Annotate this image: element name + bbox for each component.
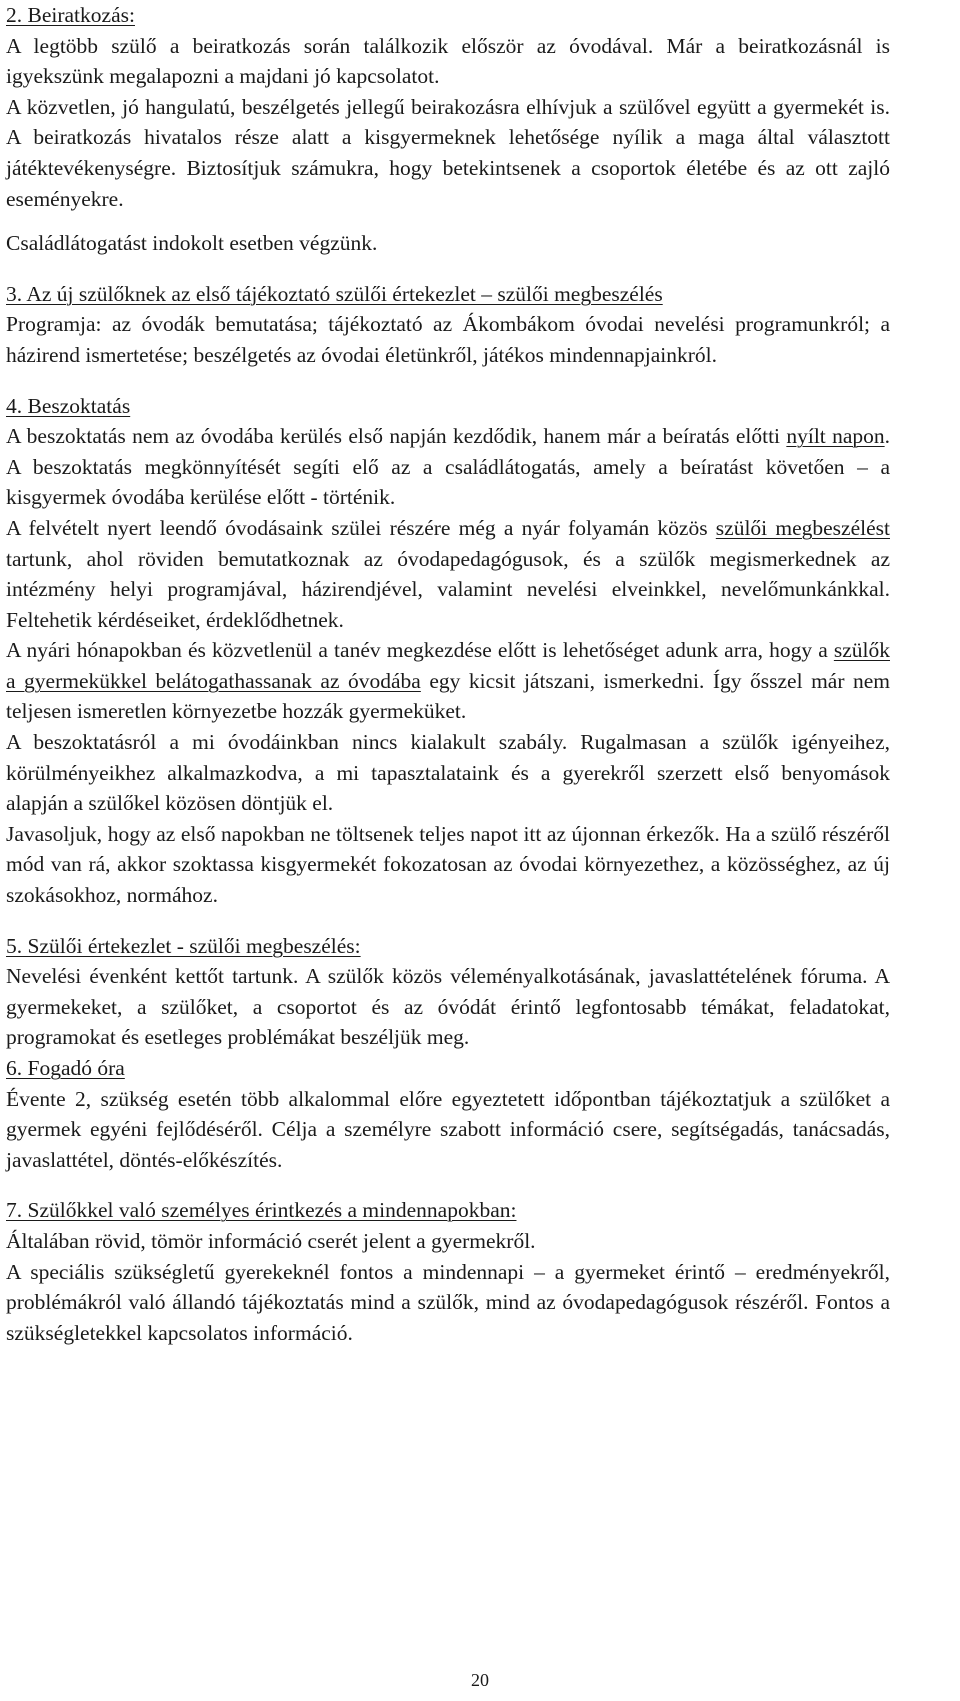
section-2-paragraph-3: Családlátogatást indokolt esetben végzünk. (6, 231, 378, 256)
section-7-paragraph-2: A speciális szükségletű gyerekeknél fontos a mindennapi – a gyermeket érintő – eredményekről, problémákról való állandó tájékoztatás mind a szülők, mind az óvodapedagógusok részéről. Fontos a szükségletekkel kapcsolatos információ. (6, 1259, 890, 1345)
section-4-paragraph-5: Javasoljuk, hogy az első napokban ne töltsenek teljes napot itt az újonnan érkezők. Ha a szülő részéről mód van rá, akkor szoktassa kisgyermekét fokozatosan az óvodai környezethez, a közösséghez, az új szokásokhoz, normához. (6, 821, 890, 908)
section-2-paragraph-1: A legtöbb szülő a beiratkozás során találkozik először az óvodával. Már a beiratkozásnál is igyekszünk megalapozni a majdani jó kapcsolatot. (6, 33, 890, 89)
section-7-paragraph-1: Általában rövid, tömör információ cserét jelent a gyermekről. (6, 1228, 536, 1253)
section-4-paragraph-2: A felvételt nyert leendő óvodásaink szülei részére még a nyár folyamán közös szülői megbeszélést tartunk, ahol röviden bemutatkoznak az óvodapedagógusok, és a szülők megismerkednek az intézmény helyi programjával, házirendjével, valamint nevelési elveinkkel, nevelőmunkánkkal. Feltehetik kérdéseiket, érdeklődhetnek. (6, 515, 890, 632)
page-number: 20 (471, 1670, 489, 1690)
section-7-heading: 7. Szülőkkel való személyes érintkezés a mindennapokban: (6, 1198, 517, 1223)
section-5-paragraph-1: Nevelési évenként kettőt tartunk. A szülők közös véleményalkotásának, javaslattételének fóruma. A gyermekeket, a szülőket, a csoportot és az óvódát érintő legfontosabb témákat, feladatokat, programokat és esetleges problémákat beszéljük meg. (6, 964, 890, 1050)
section-4-paragraph-1: A beszoktatás nem az óvodába kerülés első napján kezdődik, hanem már a beíratás előtti nyílt napon. A beszoktatás megkönnyítését segíti elő az a családlátogatás, amely a beíratást követően – a kisgyermek óvodába kerülése előtt - történik. (6, 424, 890, 510)
section-5-heading: 5. Szülői értekezlet - szülői megbeszélés: (6, 933, 361, 958)
section-4-paragraph-3: A nyári hónapokban és közvetlenül a tanév megkezdése előtt is lehetőséget adunk arra, hogy a szülők a gyermekükkel belátogathassanak az óvodába egy kicsit játszani, ismerkedni. Így ősszel már nem teljesen ismeretlen környezetbe hozzák gyermeküket. (6, 638, 891, 724)
section-6-heading: 6. Fogadó óra (6, 1056, 125, 1080)
section-2-heading: 2. Beiratkozás: (6, 3, 135, 27)
section-4-paragraph-4: A beszoktatásról a mi óvodáinkban nincs kialakult szabály. Rugalmasan a szülők igényeihez, körülményeikhez alkalmazkodva, a mi tapasztalataink és a gyerekről szerzett első benyomások alapján a szülőkel közösen döntjük el. (6, 730, 890, 816)
section-3-heading: 3. Az új szülőknek az első tájékoztató szülői értekezlet – szülői megbeszélés (6, 281, 663, 306)
section-6-paragraph-1: Évente 2, szükség esetén több alkalommal előre egyeztetett időpontban tájékoztatjuk a szülőket a gyermek egyéni fejlődéséről. Célja a személyre szabott információ csere, segítségadás, tanácsadás, javaslattétel, döntés-előkészítés. (6, 1086, 890, 1172)
section-3-paragraph-1: Programja: az óvodák bemutatása; tájékoztató az Ákombákom óvodai nevelési programunkról; a házirend ismertetése; beszélgetés az óvodai életünkről, játékos mindennapjainkról. (6, 312, 890, 367)
document-page (6, 0, 890, 1348)
section-4-heading: 4. Beszoktatás (6, 393, 131, 418)
section-2-paragraph-2: A közvetlen, jó hangulatú, beszélgetés jellegű beirakozásra elhívjuk a szülővel együtt a gyermekét is. A beiratkozás hivatalos része alatt a kisgyermeknek lehetősége nyílik a maga által választott játéktevékenységre. Biztosítjuk számukra, hogy betekintsenek a csoportok életébe és az ott zajló eseményekre. (6, 94, 890, 211)
